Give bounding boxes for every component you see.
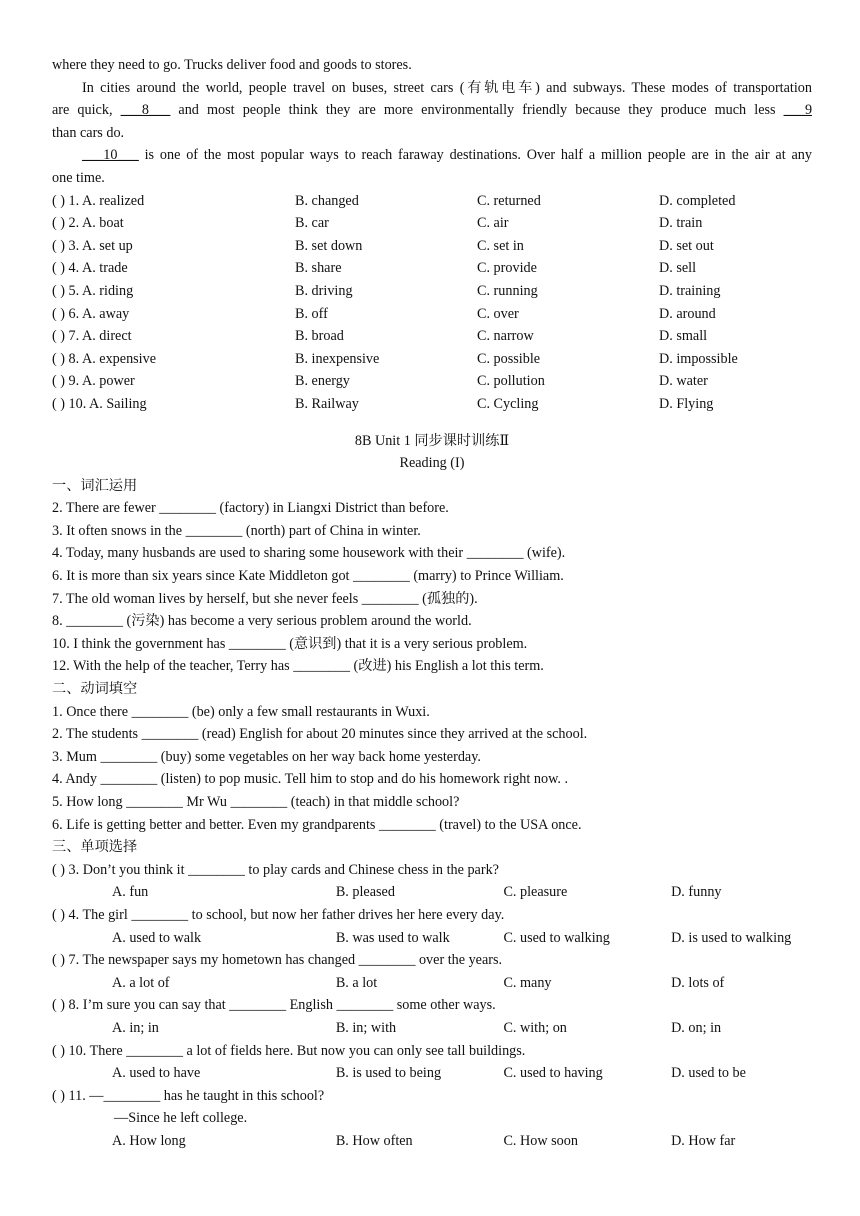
option-d[interactable]: D. completed [659,192,736,209]
mc-answer-line: —Since he left college. [114,1110,248,1127]
option-b[interactable]: B. a lot [335,974,378,991]
option-a[interactable]: ( ) 3. A. set up [52,237,133,254]
verb-item: 5. How long ________ Mr Wu ________ (teach) in that middle school? [52,794,460,810]
option-d[interactable]: D. used to be [671,1065,746,1082]
option-c[interactable]: C. many [503,974,552,991]
option-a[interactable]: ( ) 9. A. power [52,373,135,390]
blank-8[interactable]: ___8___ [120,102,171,119]
vocab-item: 10. I think the government has ________ (意识到) that it is a very serious problem. [52,635,528,652]
cloze-question-row [52,348,812,371]
option-a[interactable]: ( ) 4. A. trade [52,260,128,277]
cloze-question-row [52,235,812,258]
verb-item: 3. Mum ________ (buy) some vegetables on her way back home yesterday. [52,748,481,765]
cloze-question-row [52,370,812,393]
option-b[interactable]: B. in; with [335,1019,397,1036]
option-c[interactable]: C. used to walking [503,929,610,946]
page-subtitle: Reading (I) [399,455,465,472]
passage-line [52,99,812,122]
verb-item: 2. The students ________ (read) English for about 20 minutes since they arrived at the school. [52,726,588,743]
option-a[interactable]: ( ) 5. A. riding [52,282,134,299]
option-a[interactable]: A. used to walk [112,929,202,946]
verb-item: 1. Once there ________ (be) only a few small restaurants in Wuxi. [52,703,430,720]
option-a[interactable]: A. used to have [112,1065,201,1082]
option-c[interactable]: C. Cycling [477,395,539,412]
option-c[interactable]: C. air [477,215,509,232]
option-c[interactable]: C. provide [477,260,537,277]
option-b[interactable]: B. broad [295,328,344,345]
option-c[interactable]: C. over [477,305,519,322]
option-a[interactable]: ( ) 10. A. Sailing [52,395,147,412]
mc-options-row [52,927,812,950]
option-d[interactable]: D. train [659,215,703,232]
option-c[interactable]: C. possible [477,350,541,367]
option-b[interactable]: B. energy [295,373,350,390]
option-c[interactable]: C. pollution [477,373,545,390]
passage-line: one time. [52,169,105,186]
option-d[interactable]: D. sell [659,260,697,277]
option-d[interactable]: D. small [659,328,708,345]
option-d[interactable]: D. Flying [659,395,714,412]
section-heading: 一、词汇运用 [52,477,138,494]
cloze-question-row [52,212,812,235]
section-heading: 三、单项选择 [52,839,138,856]
document-page [52,54,812,1153]
page-title: 8B Unit 1 同步课时训练Ⅱ [354,432,510,449]
passage-text: are quick, [52,102,113,119]
option-d[interactable]: D. training [659,282,721,299]
option-c[interactable]: C. returned [477,192,541,209]
option-b[interactable]: B. car [295,215,329,232]
vocab-item: 2. There are fewer ________ (factory) in Liangxi District than before. [52,500,449,517]
option-b[interactable]: B. off [295,305,328,322]
option-a[interactable]: A. a lot of [112,974,170,991]
passage-line: where they need to go. Trucks deliver food and goods to stores. [52,57,412,73]
option-d[interactable]: D. How far [671,1132,736,1149]
option-a[interactable]: A. fun [112,884,149,901]
option-c[interactable]: C. set in [477,237,524,254]
passage-line: than cars do. [52,124,125,141]
cloze-question-row [52,257,812,280]
option-d[interactable]: D. on; in [671,1019,722,1036]
mc-question-stem: ( ) 3. Don’t you think it ________ to play cards and Chinese chess in the park? [52,861,499,878]
option-c[interactable]: C. How soon [503,1132,578,1149]
option-c[interactable]: C. pleasure [503,884,568,901]
option-a[interactable]: ( ) 1. A. realized [52,192,145,209]
verb-item: 4. Andy ________ (listen) to pop music. Tell him to stop and do his homework right now. . [52,771,569,788]
vocab-item: 7. The old woman lives by herself, but she never feels ________ (孤独的). [52,590,478,607]
cloze-options [52,190,812,416]
cloze-question-row [52,303,812,326]
option-c[interactable]: C. used to having [503,1065,603,1082]
mc-options-row [52,1130,812,1153]
mc-options-row [52,881,812,904]
option-a[interactable]: ( ) 8. A. expensive [52,350,157,367]
option-b[interactable]: B. was used to walk [335,929,450,946]
option-b[interactable]: B. Railway [295,395,359,412]
option-d[interactable]: D. around [659,305,716,322]
mc-question-stem: ( ) 8. I’m sure you can say that ________ English ________ some other ways. [52,997,496,1014]
mc-options-row [52,972,812,995]
option-d[interactable]: D. lots of [671,974,725,991]
passage-text: In cities around the world, people travel on buses, street cars (有轨电车) and subways. These modes of transportation [82,79,812,96]
vocab-item: 6. It is more than six years since Kate Middleton got ________ (marry) to Prince William. [52,568,564,585]
blank-10[interactable]: ___10___ [82,147,139,164]
passage-line [52,77,812,100]
passage-line [52,144,812,167]
option-b[interactable]: B. How often [335,1132,413,1149]
vocab-item: 3. It often snows in the ________ (north) part of China in winter. [52,522,421,539]
option-c[interactable]: C. running [477,282,538,299]
option-c[interactable]: C. narrow [477,328,534,345]
option-a[interactable]: ( ) 7. A. direct [52,328,132,345]
mc-options-row [52,1062,812,1085]
option-a[interactable]: A. in; in [112,1019,159,1036]
option-c[interactable]: C. with; on [503,1019,567,1036]
option-a[interactable]: A. How long [112,1132,186,1149]
option-d[interactable]: D. is used to walking [671,929,792,946]
verb-item: 6. Life is getting better and better. Even my grandparents ________ (travel) to the USA once. [52,816,582,833]
passage-text: is one of the most popular ways to reach faraway destinations. Over half a million people are in the air at any [144,147,812,164]
vocab-item: 12. With the help of the teacher, Terry has ________ (改进) his English a lot this term. [52,658,544,675]
option-b[interactable]: B. is used to being [335,1065,442,1082]
section-heading: 二、动词填空 [52,681,138,698]
option-b[interactable]: B. set down [295,237,363,254]
cloze-question-row [52,190,812,213]
cloze-question-row [52,280,812,303]
option-b[interactable]: B. inexpensive [295,350,380,367]
option-b[interactable]: B. changed [295,192,359,209]
mc-question-stem: ( ) 11. —________ has he taught in this school? [52,1087,325,1104]
vocab-item: 8. ________ (污染) has become a very serious problem around the world. [52,613,472,630]
mc-question-stem: ( ) 4. The girl ________ to school, but now her father drives her here every day. [52,906,505,923]
mc-options-row [52,1017,812,1040]
vocab-item: 4. Today, many husbands are used to sharing some housework with their ________ (wife). [52,545,566,562]
option-b[interactable]: B. share [295,260,342,277]
option-b[interactable]: B. driving [295,282,353,299]
cloze-question-row [52,325,812,348]
passage-text: and most people think they are more environmentally friendly because they produce much less [178,102,776,119]
mc-question-stem: ( ) 7. The newspaper says my hometown has changed ________ over the years. [52,952,503,969]
option-d[interactable]: D. set out [659,237,714,254]
option-a[interactable]: ( ) 2. A. boat [52,215,124,232]
option-d[interactable]: D. funny [671,884,722,901]
option-a[interactable]: ( ) 6. A. away [52,305,130,322]
mc-question-stem: ( ) 10. There ________ a lot of fields here. But now you can only see tall buildings. [52,1042,526,1059]
cloze-question-row [52,393,812,416]
option-d[interactable]: D. water [659,373,708,390]
option-b[interactable]: B. pleased [335,884,395,901]
option-d[interactable]: D. impossible [659,350,738,367]
blank-9[interactable]: ___9 [783,102,813,119]
